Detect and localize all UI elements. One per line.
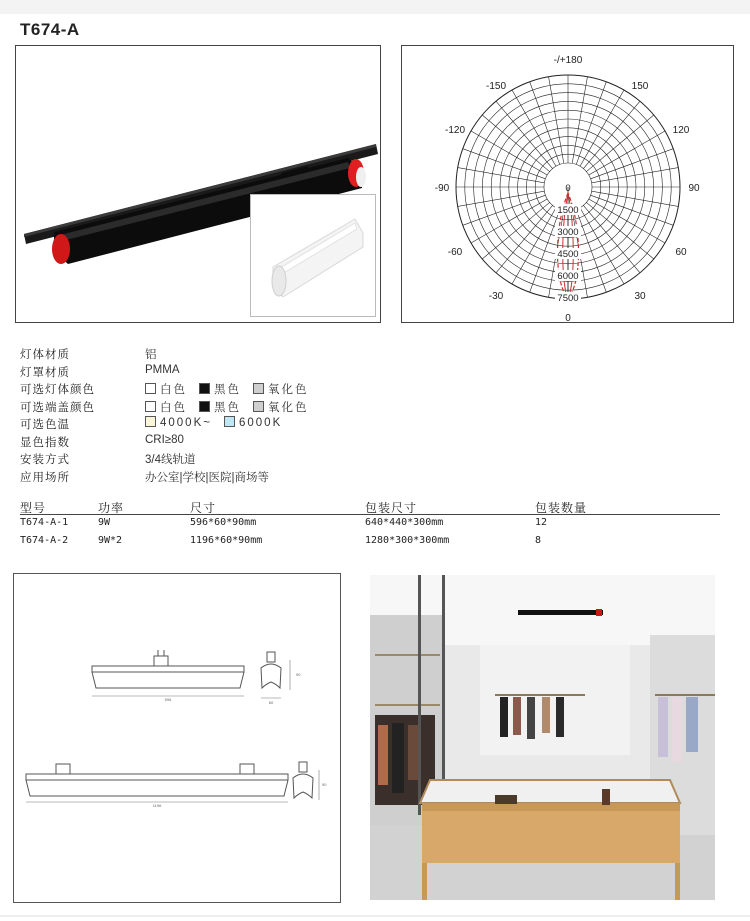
color-swatch	[199, 401, 210, 412]
angle-label: 150	[631, 81, 649, 92]
polar-spoke	[591, 149, 674, 179]
swatch-label: 白色	[160, 384, 187, 396]
angle-label: 30	[634, 291, 646, 302]
swatch-label: 白色	[160, 401, 187, 414]
product-photo-panel	[15, 45, 381, 323]
angle-label: 60	[675, 247, 687, 258]
column-header: 尺寸	[190, 501, 217, 515]
spec-label: 灯罩材质	[20, 366, 70, 379]
table-cell: 8	[535, 535, 542, 546]
ring-value-label: 1500	[557, 205, 579, 216]
spec-value: 铝	[145, 349, 157, 361]
spec-label: 可选色温	[20, 419, 70, 431]
ring-value-label: 0	[565, 183, 571, 194]
color-swatch	[253, 383, 264, 394]
table-cell: 1280*300*300mm	[365, 535, 450, 546]
color-swatch	[145, 383, 156, 394]
color-swatch	[145, 401, 156, 412]
spec-value	[145, 381, 321, 397]
spec-label: 显色指数	[20, 436, 70, 449]
short-width-label: 60	[268, 700, 274, 705]
polar-spoke	[591, 195, 674, 225]
angle-label: -90	[434, 183, 450, 194]
column-header: 包装数量	[535, 501, 588, 515]
polar-spoke	[572, 77, 587, 164]
angle-label: 120	[672, 125, 690, 136]
dimension-drawing-panel	[13, 573, 341, 903]
product-title: T674-A	[20, 20, 80, 39]
spec-label: 安装方式	[20, 454, 70, 466]
swatch-label: 氧化色	[268, 401, 309, 414]
ring-value-label: 4500	[557, 249, 579, 260]
color-swatch	[145, 416, 156, 427]
polar-spoke	[458, 168, 545, 183]
spec-label: 应用场所	[20, 471, 70, 484]
table-cell: 640*440*300mm	[365, 517, 444, 528]
short-fixture-drawing	[92, 650, 301, 705]
table-cell: 596*60*90mm	[190, 517, 257, 528]
swatch-label: 黑色	[214, 384, 241, 396]
color-swatch	[199, 383, 210, 394]
spec-label: 可选端盖颜色	[20, 401, 95, 414]
spec-label: 灯体材质	[20, 349, 70, 361]
long-height-label: 90	[322, 782, 327, 787]
angle-label: 0	[565, 313, 571, 322]
spec-label: 可选灯体颜色	[20, 384, 95, 396]
color-swatch	[253, 401, 264, 412]
angle-label: -30	[488, 291, 504, 302]
column-header: 包装尺寸	[365, 501, 418, 515]
ring-value-label: 6000	[557, 271, 579, 282]
short-length-label: 596	[164, 697, 172, 702]
table-cell: 1196*60*90mm	[190, 535, 263, 546]
polar-spoke	[576, 82, 606, 165]
dimension-drawing	[14, 574, 340, 902]
table-cell: 12	[535, 517, 548, 528]
polar-spoke	[549, 77, 564, 164]
polar-spoke	[463, 195, 546, 225]
application-scene-photo	[370, 575, 715, 900]
angle-label: 90	[688, 183, 700, 194]
long-length-label: 1196	[152, 803, 162, 808]
polar-spoke	[463, 149, 546, 179]
angle-label: -/+180	[553, 55, 583, 66]
table-cell: T674-A-2	[20, 535, 69, 546]
swatch-label: 黑色	[214, 401, 241, 414]
table-cell: 9W*2	[98, 535, 123, 546]
spec-value: PMMA	[145, 363, 180, 376]
table-cell: 9W	[98, 517, 111, 528]
table-row	[20, 515, 720, 533]
polar-spoke	[592, 191, 679, 206]
long-fixture-drawing	[26, 762, 327, 808]
spec-value: 办公室|学校|医院|商场等	[145, 471, 269, 484]
angle-label: -120	[444, 125, 466, 136]
angle-label: -60	[447, 247, 463, 258]
table-row	[20, 533, 720, 551]
column-header: 型号	[20, 501, 47, 515]
ring-value-label: 7500	[557, 293, 579, 304]
polar-spoke	[592, 168, 679, 183]
polar-light-distribution-panel	[401, 45, 734, 323]
spec-value	[145, 416, 294, 429]
bottom-rule	[0, 915, 750, 917]
polar-spoke	[458, 191, 545, 206]
swatch-label: 氧化色	[268, 384, 309, 396]
white-variant-inset	[250, 194, 376, 317]
spec-value: CRI≥80	[145, 433, 184, 446]
swatch-label: 6000K	[238, 417, 283, 429]
swatch-label: 4000K~	[160, 417, 212, 429]
polar-spoke	[530, 82, 560, 165]
top-band	[0, 0, 750, 14]
ring-value-label: 3000	[557, 227, 579, 238]
spec-value	[145, 399, 321, 415]
model-table	[20, 497, 720, 551]
column-header: 功率	[98, 501, 125, 515]
color-swatch	[224, 416, 235, 427]
table-header	[20, 497, 720, 515]
angle-label: -150	[485, 81, 507, 92]
short-height-label: 90	[296, 672, 301, 677]
polar-chart	[402, 46, 733, 322]
table-cell: T674-A-1	[20, 517, 69, 528]
spec-value: 3/4线轨道	[145, 454, 196, 466]
